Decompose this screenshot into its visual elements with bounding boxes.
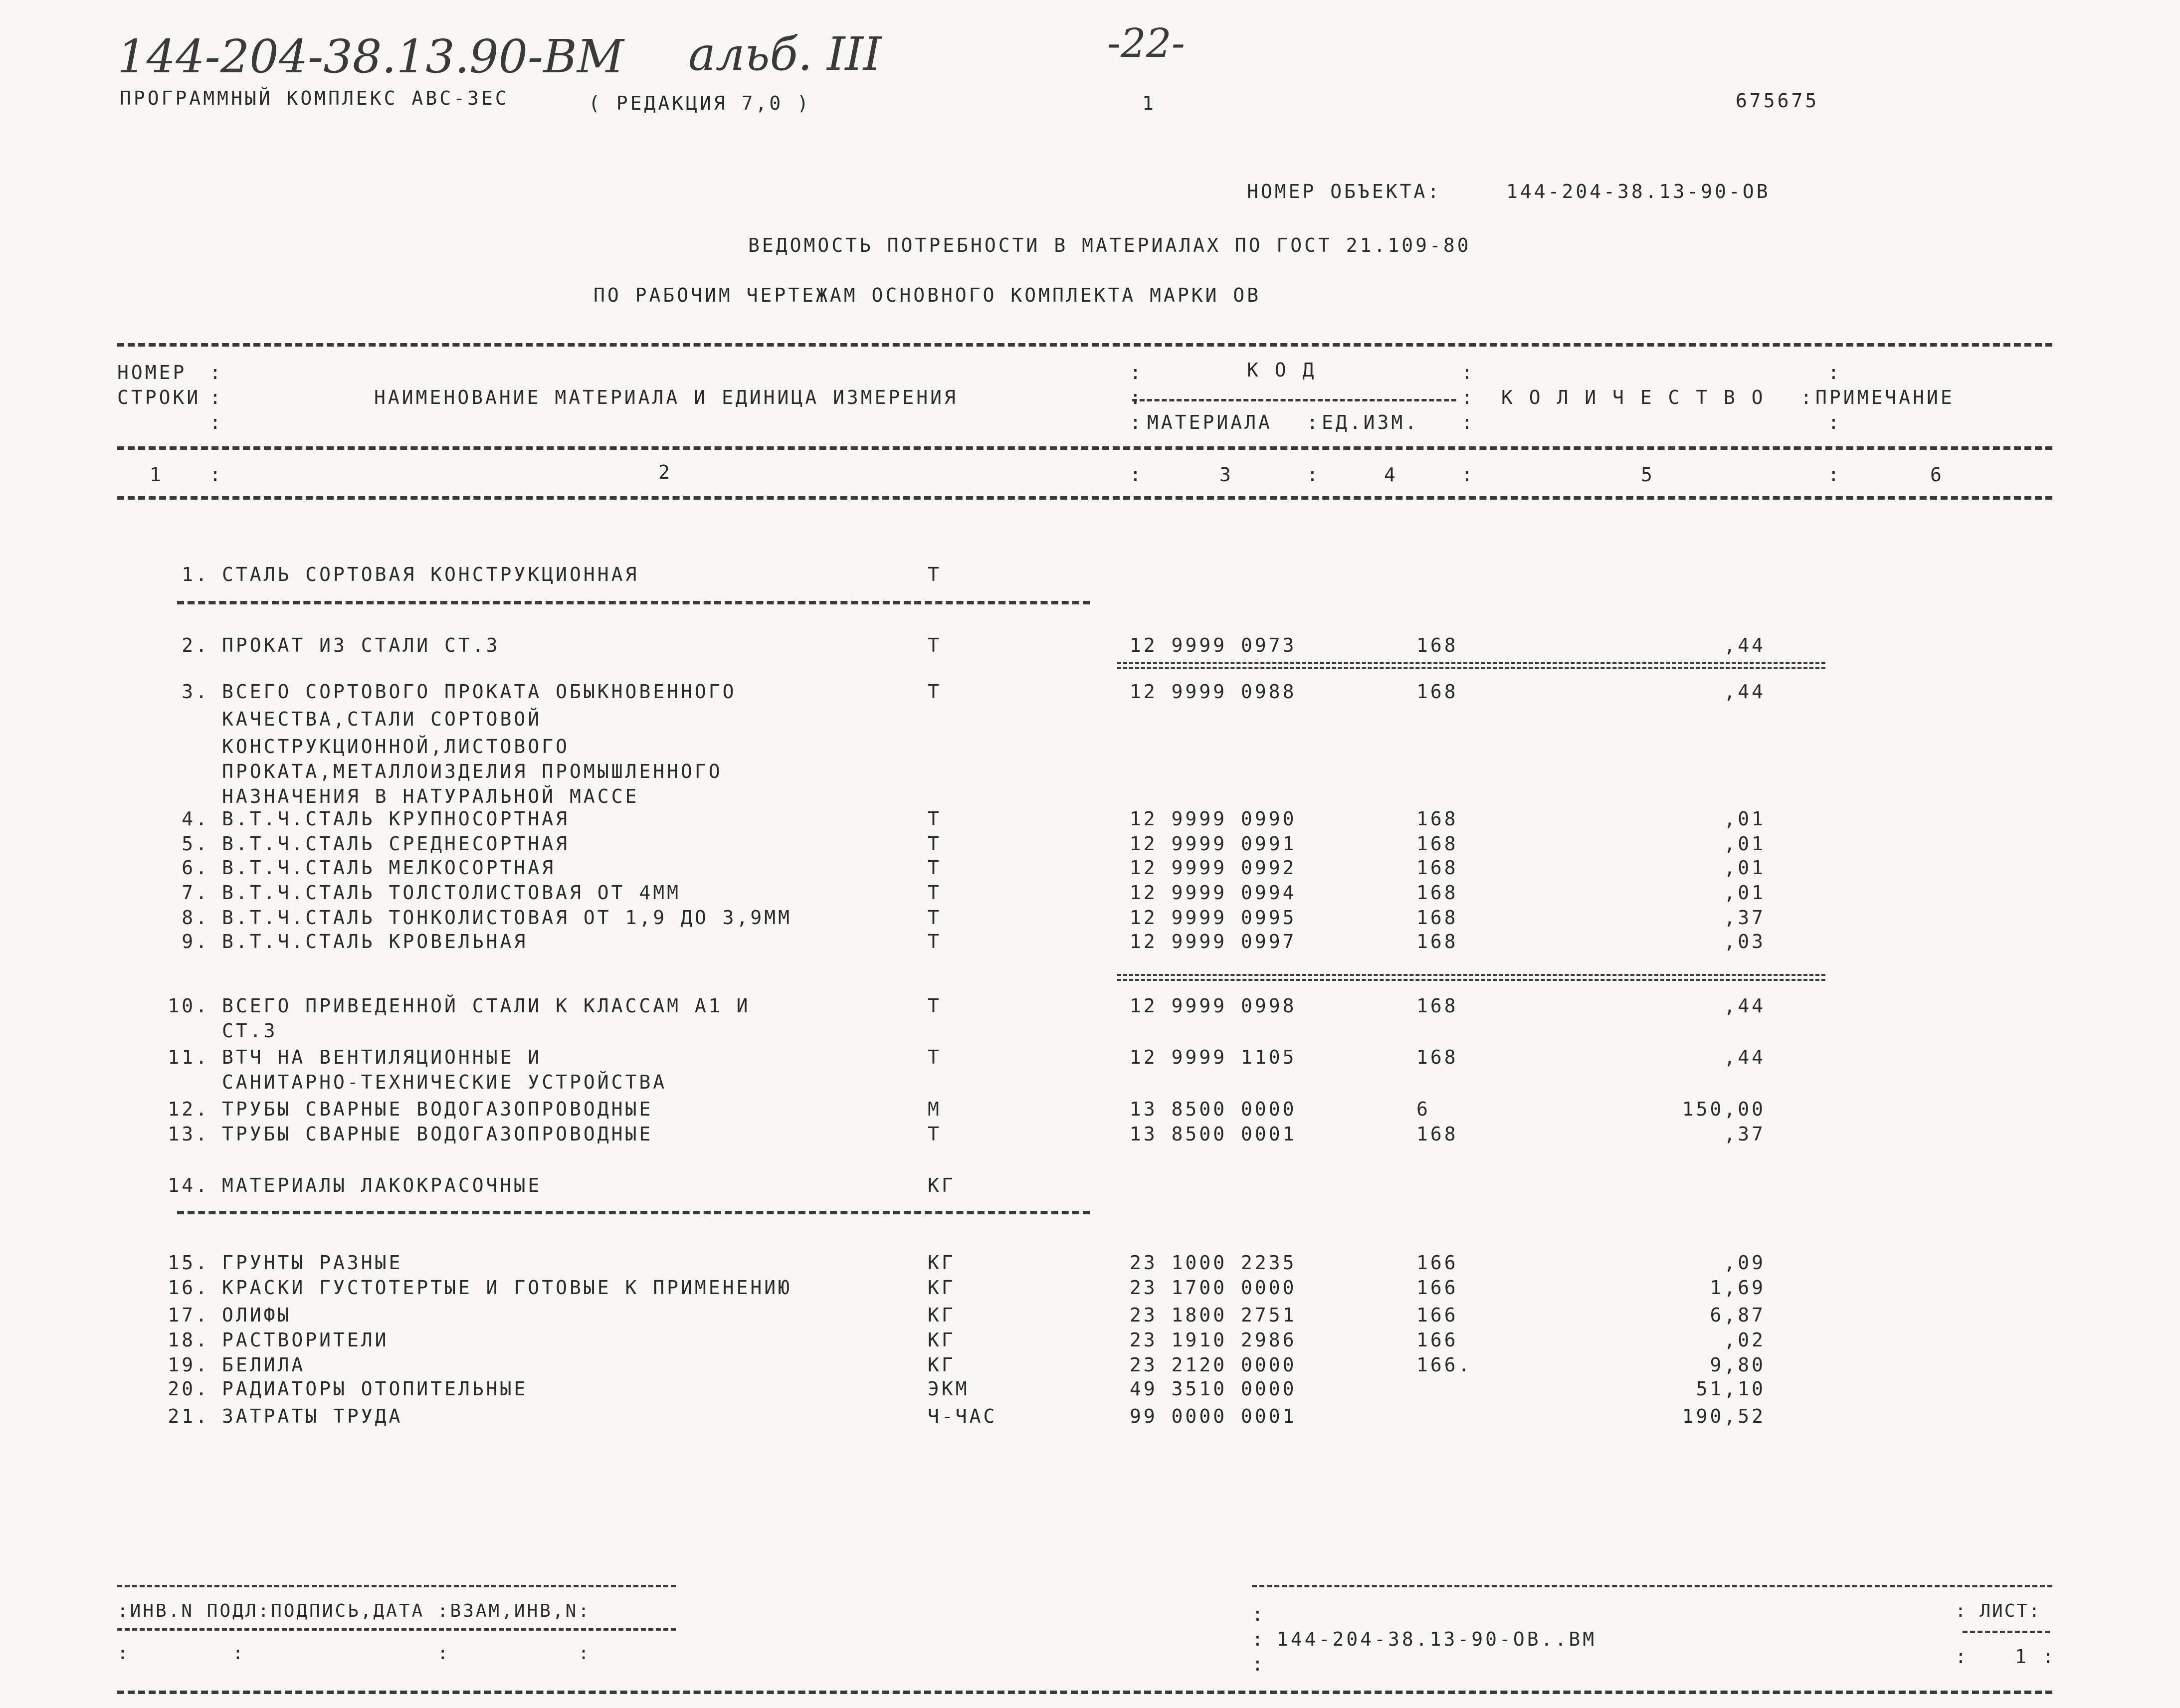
row-name: В.Т.Ч.СТАЛЬ КРОВЕЛЬНАЯ (222, 931, 528, 952)
table-row (0, 907, 2180, 932)
row-unit-code: 168 (1416, 808, 1458, 830)
hdr-sep: : (1130, 386, 1141, 408)
row-material-code: 49 3510 0000 (1130, 1378, 1297, 1400)
hdr-sep: : (1461, 386, 1473, 408)
table-row (0, 808, 2180, 833)
row-number: 6. (182, 857, 209, 879)
row-name-continuation: КОНСТРУКЦИОННОЙ,ЛИСТОВОГО (222, 736, 570, 758)
row-material-code: 12 9999 0991 (1130, 833, 1297, 855)
row-unit-code: 6 (1416, 1098, 1430, 1120)
row-name-continuation: ПРОКАТА,МЕТАЛЛОИЗДЕЛИЯ ПРОМЫШЛЕННОГО (222, 760, 723, 782)
col-num-sep: : (209, 464, 221, 486)
row-name: КРАСКИ ГУСТОТЕРТЫЕ И ГОТОВЫЕ К ПРИМЕНЕНИЮ (222, 1277, 792, 1299)
row-quantity: 9,80 (1710, 1354, 1766, 1376)
row-name: ГРУНТЫ РАЗНЫЕ (222, 1252, 403, 1274)
row-name: ВСЕГО СОРТОВОГО ПРОКАТА ОБЫКНОВЕННОГО (222, 681, 737, 703)
table-row (0, 634, 2180, 659)
row-quantity: 150,00 (1682, 1098, 1766, 1120)
row-name: ВСЕГО ПРИВЕДЕННОЙ СТАЛИ К КЛАССАМ А1 И (222, 995, 751, 1017)
col-num-4: 4 (1384, 464, 1398, 486)
row-unit: КГ (928, 1329, 956, 1351)
row-material-code: 23 1700 0000 (1130, 1277, 1297, 1299)
row-quantity: 6,87 (1710, 1304, 1766, 1326)
row-unit: Т (928, 808, 942, 830)
document-code: 675675 (1736, 90, 1819, 112)
row-material-code: 12 9999 0998 (1130, 995, 1297, 1017)
col-num-3: 3 (1219, 464, 1233, 486)
col-num-5: 5 (1641, 464, 1655, 486)
hdr-sep: : (1800, 386, 1812, 408)
row-name: В.Т.Ч.СТАЛЬ МЕЛКОСОРТНАЯ (222, 857, 556, 879)
footer-sep: : (1252, 1603, 1263, 1625)
row-material-code: 12 9999 0992 (1130, 857, 1297, 879)
row-unit: КГ (928, 1304, 956, 1326)
row-number: 14. (168, 1174, 209, 1196)
footer-sep: : (2042, 1646, 2054, 1668)
row-unit: КГ (928, 1277, 956, 1299)
footer-sheet-label: : ЛИСТ: (1955, 1601, 2041, 1621)
footer-sheet-number: 1 (2015, 1646, 2029, 1668)
footer-signature-cells: : : : : (117, 1643, 591, 1664)
program-name: ПРОГРАММНЫЙ КОМПЛЕКС АВС-3ЕС (120, 87, 509, 109)
row-unit: КГ (928, 1354, 956, 1376)
group-rule (177, 1211, 1090, 1214)
table-row (0, 1252, 2180, 1277)
row-name: В.Т.Ч.СТАЛЬ СРЕДНЕСОРТНАЯ (222, 833, 570, 855)
row-quantity: ,03 (1724, 931, 1766, 952)
handwritten-doc-code: 144-204-38.13.90-ВМ (117, 30, 624, 83)
row-name-continuation: НАЗНАЧЕНИЯ В НАТУРАЛЬНОЙ МАССЕ (222, 785, 639, 807)
row-quantity: 190,52 (1682, 1405, 1766, 1427)
table-row (0, 1378, 2180, 1403)
subtotal-rule (1117, 662, 1825, 669)
row-quantity: ,37 (1724, 907, 1766, 929)
footer-sep: : (1252, 1653, 1263, 1675)
row-unit: Т (928, 882, 942, 904)
group-rule (177, 601, 1090, 604)
row-quantity: 1,69 (1710, 1277, 1766, 1299)
table-row (0, 1098, 2180, 1123)
table-row (0, 833, 2180, 858)
row-unit-code: 166 (1416, 1304, 1458, 1326)
hdr-sep: : (1461, 411, 1473, 433)
row-unit: Т (928, 1046, 942, 1068)
row-unit-code: 166. (1416, 1354, 1472, 1376)
row-quantity: ,37 (1724, 1123, 1766, 1145)
hdr-sep: : (1828, 411, 1839, 433)
hdr-row-number-2: СТРОКИ (117, 386, 201, 408)
row-unit-code: 168 (1416, 882, 1458, 904)
row-unit: ЭКМ (928, 1378, 970, 1400)
row-name: ЗАТРАТЫ ТРУДА (222, 1405, 403, 1427)
hdr-sep: : (209, 362, 221, 383)
document-subtitle: ПО РАБОЧИМ ЧЕРТЕЖАМ ОСНОВНОГО КОМПЛЕКТА МАРКИ ОВ (594, 284, 1261, 306)
row-material-code: 23 1910 2986 (1130, 1329, 1297, 1351)
object-label: НОМЕР ОБЪЕКТА: (1247, 181, 1442, 202)
object-number: 144-204-38.13-90-ОВ (1506, 181, 1771, 202)
row-number: 10. (168, 995, 209, 1017)
row-unit-code: 168 (1416, 681, 1458, 703)
hdr-code: К О Д (1247, 359, 1317, 381)
row-number: 1. (182, 564, 209, 585)
hdr-note: ПРИМЕЧАНИЕ (1815, 386, 1955, 408)
row-number: 4. (182, 808, 209, 830)
row-number: 5. (182, 833, 209, 855)
row-quantity: ,01 (1724, 857, 1766, 879)
row-name: ВТЧ НА ВЕНТИЛЯЦИОННЫЕ И (222, 1046, 542, 1068)
row-material-code: 13 8500 0000 (1130, 1098, 1297, 1120)
row-quantity: ,02 (1724, 1329, 1766, 1351)
row-material-code: 12 9999 0994 (1130, 882, 1297, 904)
row-number: 7. (182, 882, 209, 904)
row-number: 9. (182, 931, 209, 952)
row-unit: М (928, 1098, 942, 1120)
hdr-sep: : (1130, 411, 1141, 433)
hdr-sep: : (1828, 362, 1839, 383)
handwritten-page-number: -22- (1107, 20, 1185, 66)
subtotal-rule (1117, 974, 1825, 981)
row-unit: Т (928, 995, 942, 1017)
table-row (0, 1405, 2180, 1430)
footer-sep: : (1955, 1646, 1967, 1668)
table-row (0, 1123, 2180, 1148)
row-unit: Т (928, 634, 942, 656)
row-number: 18. (168, 1329, 209, 1351)
hdr-sep: : (209, 411, 221, 433)
row-unit-code: 166 (1416, 1329, 1458, 1351)
row-quantity: ,09 (1724, 1252, 1766, 1274)
row-name: ТРУБЫ СВАРНЫЕ ВОДОГАЗОПРОВОДНЫЕ (222, 1098, 653, 1120)
row-unit-code: 168 (1416, 833, 1458, 855)
row-name: ТРУБЫ СВАРНЫЕ ВОДОГАЗОПРОВОДНЫЕ (222, 1123, 653, 1145)
col-num-sep: : (1130, 464, 1141, 486)
row-name: В.Т.Ч.СТАЛЬ КРУПНОСОРТНАЯ (222, 808, 570, 830)
hdr-code-rule (1132, 399, 1456, 401)
row-name: МАТЕРИАЛЫ ЛАКОКРАСОЧНЫЕ (222, 1174, 542, 1196)
row-name: БЕЛИЛА (222, 1354, 306, 1376)
row-number: 15. (168, 1252, 209, 1274)
footer-left-mid-rule (117, 1628, 676, 1631)
row-name-continuation: СТ.3 (222, 1020, 278, 1042)
row-material-code: 12 9999 0997 (1130, 931, 1297, 952)
hdr-code-material: МАТЕРИАЛА (1147, 411, 1272, 433)
sheet-index: 1 (1142, 92, 1156, 114)
row-quantity: ,44 (1724, 634, 1766, 656)
row-name: РАДИАТОРЫ ОТОПИТЕЛЬНЫЕ (222, 1378, 528, 1400)
row-material-code: 23 1800 2751 (1130, 1304, 1297, 1326)
hdr-name: НАИМЕНОВАНИЕ МАТЕРИАЛА И ЕДИНИЦА ИЗМЕРЕНИЯ (374, 386, 958, 408)
row-number: 20. (168, 1378, 209, 1400)
row-unit-code: 168 (1416, 931, 1458, 952)
program-edition: ( РЕДАКЦИЯ 7,0 ) (589, 92, 811, 114)
row-unit: Т (928, 931, 942, 952)
footer-left-top-rule (117, 1585, 676, 1587)
document-title: ВЕДОМОСТЬ ПОТРЕБНОСТИ В МАТЕРИАЛАХ ПО ГОСТ 21.109-80 (748, 234, 1471, 256)
col-num-1: 1 (150, 464, 164, 486)
row-quantity: ,44 (1724, 995, 1766, 1017)
table-row (0, 882, 2180, 907)
row-quantity: ,01 (1724, 833, 1766, 855)
footer-right-top-rule (1252, 1585, 2052, 1587)
hdr-sep: : (1307, 411, 1318, 433)
row-unit-code: 166 (1416, 1252, 1458, 1274)
hdr-sep: : (1461, 362, 1473, 383)
row-unit: КГ (928, 1174, 956, 1196)
row-number: 19. (168, 1354, 209, 1376)
row-unit-code: 166 (1416, 1277, 1458, 1299)
table-row (0, 1174, 2180, 1199)
row-unit: Т (928, 681, 942, 703)
row-number: 2. (182, 634, 209, 656)
hdr-sep: : (1130, 362, 1141, 383)
hdr-code-unit: ЕД.ИЗМ. (1322, 411, 1419, 433)
row-unit: Т (928, 564, 942, 585)
row-unit-code: 168 (1416, 907, 1458, 929)
row-unit-code: 168 (1416, 1046, 1458, 1068)
page-bottom-rule (117, 1691, 2052, 1694)
row-number: 13. (168, 1123, 209, 1145)
row-unit-code: 168 (1416, 634, 1458, 656)
table-row (0, 995, 2180, 1020)
table-row (0, 931, 2180, 955)
row-material-code: 12 9999 0988 (1130, 681, 1297, 703)
row-unit-code: 168 (1416, 995, 1458, 1017)
table-row (0, 1277, 2180, 1302)
footer-document-code: 144-204-38.13-90-ОВ..ВМ (1277, 1628, 1597, 1650)
table-header-rule (117, 446, 2052, 450)
table-row (0, 681, 2180, 706)
row-name: ПРОКАТ ИЗ СТАЛИ СТ.3 (222, 634, 500, 656)
row-unit: Ч-ЧАС (928, 1405, 997, 1427)
table-row (0, 1329, 2180, 1354)
hdr-sep: : (209, 386, 221, 408)
hdr-row-number-1: НОМЕР (117, 362, 187, 383)
table-row (0, 1354, 2180, 1379)
col-num-sep: : (1461, 464, 1473, 486)
col-num-6: 6 (1930, 464, 1944, 486)
row-material-code: 23 2120 0000 (1130, 1354, 1297, 1376)
hdr-quantity: К О Л И Ч Е С Т В О (1501, 386, 1766, 408)
col-num-sep: : (1828, 464, 1839, 486)
table-row (0, 1046, 2180, 1071)
row-material-code: 12 9999 0990 (1130, 808, 1297, 830)
table-columns-rule (117, 496, 2052, 500)
table-row (0, 857, 2180, 882)
row-quantity: ,44 (1724, 1046, 1766, 1068)
row-quantity: ,01 (1724, 882, 1766, 904)
table-row (0, 1304, 2180, 1329)
row-material-code: 12 9999 0995 (1130, 907, 1297, 929)
row-quantity: 51,10 (1696, 1378, 1766, 1400)
row-name-continuation: КАЧЕСТВА,СТАЛИ СОРТОВОЙ (222, 708, 542, 730)
footer-sep: : (1252, 1628, 1263, 1650)
row-material-code: 13 8500 0001 (1130, 1123, 1297, 1145)
col-num-2: 2 (658, 461, 672, 483)
row-material-code: 12 9999 1105 (1130, 1046, 1297, 1068)
row-material-code: 99 0000 0001 (1130, 1405, 1297, 1427)
row-number: 3. (182, 681, 209, 703)
row-number: 17. (168, 1304, 209, 1326)
row-material-code: 12 9999 0973 (1130, 634, 1297, 656)
row-name: ОЛИФЫ (222, 1304, 292, 1326)
col-num-sep: : (1307, 464, 1318, 486)
row-quantity: ,44 (1724, 681, 1766, 703)
row-number: 16. (168, 1277, 209, 1299)
row-unit-code: 168 (1416, 857, 1458, 879)
row-number: 21. (168, 1405, 209, 1427)
footer-signature-header: :ИНВ.N ПОДЛ:ПОДПИСЬ,ДАТА :ВЗАМ,ИНВ,N: (117, 1601, 591, 1621)
row-name-continuation: САНИТАРНО-ТЕХНИЧЕСКИЕ УСТРОЙСТВА (222, 1071, 667, 1093)
row-name: В.Т.Ч.СТАЛЬ ТОНКОЛИСТОВАЯ ОТ 1,9 ДО 3,9ММ (222, 907, 792, 929)
footer-sheet-rule (1963, 1631, 2050, 1633)
row-number: 8. (182, 907, 209, 929)
row-unit: Т (928, 1123, 942, 1145)
row-unit: Т (928, 833, 942, 855)
row-unit: Т (928, 907, 942, 929)
handwritten-album: альб. III (688, 27, 882, 81)
row-unit: КГ (928, 1252, 956, 1274)
table-top-rule (117, 343, 2052, 347)
row-name: РАСТВОРИТЕЛИ (222, 1329, 389, 1351)
row-name: В.Т.Ч.СТАЛЬ ТОЛСТОЛИСТОВАЯ ОТ 4ММ (222, 882, 681, 904)
row-number: 12. (168, 1098, 209, 1120)
table-row (0, 564, 2180, 588)
row-material-code: 23 1000 2235 (1130, 1252, 1297, 1274)
row-quantity: ,01 (1724, 808, 1766, 830)
row-unit-code: 168 (1416, 1123, 1458, 1145)
row-number: 11. (168, 1046, 209, 1068)
row-unit: Т (928, 857, 942, 879)
row-name: СТАЛЬ СОРТОВАЯ КОНСТРУКЦИОННАЯ (222, 564, 639, 585)
